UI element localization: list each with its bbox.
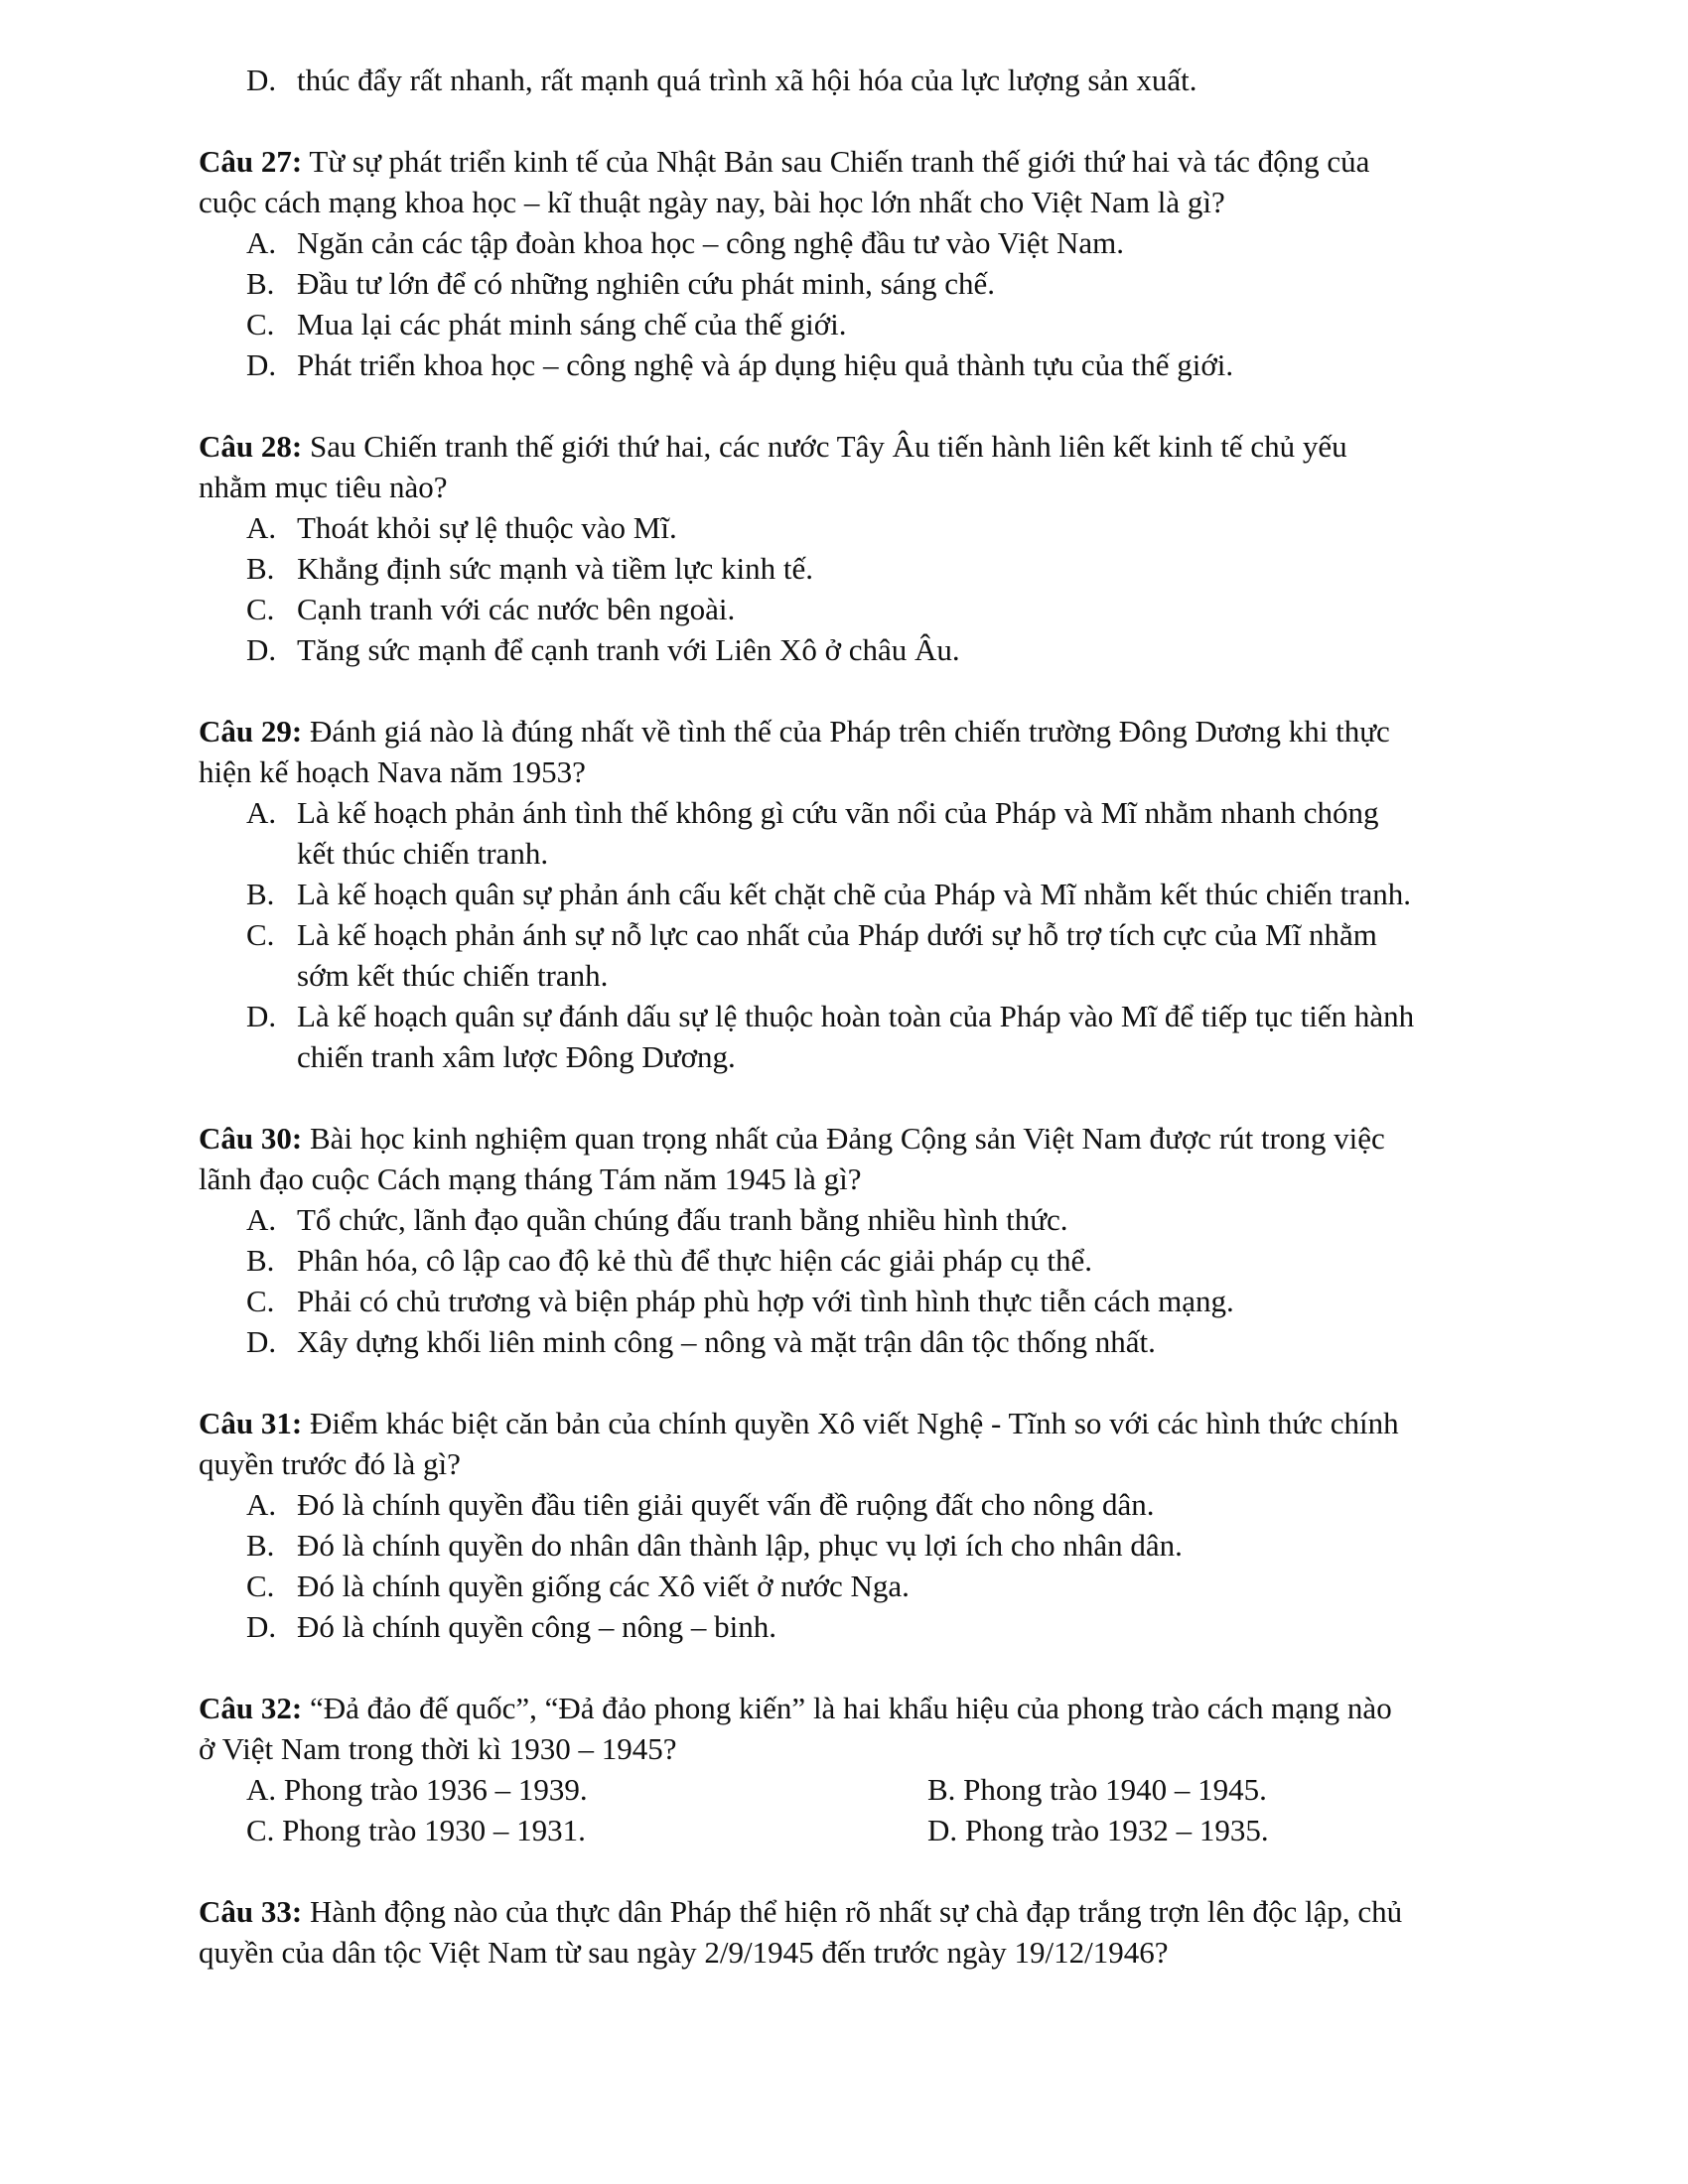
question-32 xyxy=(199,1688,1609,1850)
option-c: C. Đó là chính quyền giống các Xô viết ở nước Nga. xyxy=(246,1569,910,1603)
option-b: B. Đó là chính quyền do nhân dân thành lập, phục vụ lợi ích cho nhân dân. xyxy=(246,1528,1183,1563)
question-stem-line: quyền trước đó là gì? xyxy=(199,1446,461,1481)
option-a: A. Phong trào 1936 – 1939. xyxy=(246,1772,588,1807)
option-c: C. Là kế hoạch phản ánh sự nỗ lực cao nhất của Pháp dưới sự hỗ trợ tích cực của Mĩ nhằm xyxy=(246,917,1377,952)
exam-content xyxy=(199,60,1609,1973)
question-stem-line: Câu 27: Từ sự phát triển kinh tế của Nhật Bản sau Chiến tranh thế giới thứ hai và tác động của xyxy=(199,144,1370,179)
option-b: B. Là kế hoạch quân sự phản ánh cấu kết chặt chẽ của Pháp và Mĩ nhằm kết thúc chiến tranh. xyxy=(246,877,1412,911)
question-label: Câu 33: xyxy=(199,1894,303,1929)
question-stem-line: nhằm mục tiêu nào? xyxy=(199,470,448,504)
question-label: Câu 27: xyxy=(199,144,303,179)
option-d-q26 xyxy=(199,60,1609,100)
question-label: Câu 32: xyxy=(199,1691,303,1725)
question-stem-line: cuộc cách mạng khoa học – kĩ thuật ngày nay, bài học lớn nhất cho Việt Nam là gì? xyxy=(199,185,1225,219)
option-d: D. Phát triển khoa học – công nghệ và áp dụng hiệu quả thành tựu của thế giới. xyxy=(246,347,1234,382)
question-stem-line: Câu 28: Sau Chiến tranh thế giới thứ hai, các nước Tây Âu tiến hành liên kết kinh tế chủ yếu xyxy=(199,429,1347,464)
option-c-continuation: sớm kết thúc chiến tranh. xyxy=(297,958,609,993)
question-stem-line: lãnh đạo cuộc Cách mạng tháng Tám năm 1945 là gì? xyxy=(199,1161,862,1196)
option-a: A. Đó là chính quyền đầu tiên giải quyết vấn đề ruộng đất cho nông dân. xyxy=(246,1487,1155,1522)
option-d: D. Phong trào 1932 – 1935. xyxy=(927,1813,1269,1847)
question-31 xyxy=(199,1403,1609,1647)
option-a: A. Ngăn cản các tập đoàn khoa học – công nghệ đầu tư vào Việt Nam. xyxy=(246,225,1125,260)
option-b: B. Phân hóa, cô lập cao độ kẻ thù để thực hiện các giải pháp cụ thể. xyxy=(246,1243,1092,1278)
option-b: B. Phong trào 1940 – 1945. xyxy=(927,1772,1267,1807)
options-row xyxy=(199,1810,1609,1850)
question-stem-line: Câu 29: Đánh giá nào là đúng nhất về tình thế của Pháp trên chiến trường Đông Dương khi thực xyxy=(199,714,1390,749)
option-letter: D. xyxy=(246,63,277,97)
question-stem-line: quyền của dân tộc Việt Nam từ sau ngày 2/9/1945 đến trước ngày 19/12/1946? xyxy=(199,1935,1169,1970)
question-stem-line: Câu 30: Bài học kinh nghiệm quan trọng nhất của Đảng Cộng sản Việt Nam được rút trong việc xyxy=(199,1121,1385,1156)
question-28 xyxy=(199,426,1609,670)
option-d: D. Xây dựng khối liên minh công – nông và mặt trận dân tộc thống nhất. xyxy=(246,1324,1156,1359)
option-a: A. Là kế hoạch phản ánh tình thế không gì cứu vãn nổi của Pháp và Mĩ nhằm nhanh chóng xyxy=(246,795,1379,830)
option-d: D. Tăng sức mạnh để cạnh tranh với Liên Xô ở châu Âu. xyxy=(246,632,960,667)
option-a: A. Tổ chức, lãnh đạo quần chúng đấu tranh bằng nhiều hình thức. xyxy=(246,1202,1068,1237)
question-label: Câu 30: xyxy=(199,1121,303,1156)
option-c: C. Cạnh tranh với các nước bên ngoài. xyxy=(246,592,736,626)
question-33 xyxy=(199,1891,1609,1973)
option-text: thúc đẩy rất nhanh, rất mạnh quá trình xã hội hóa của lực lượng sản xuất. xyxy=(297,63,1197,97)
option-c: C. Mua lại các phát minh sáng chế của thế giới. xyxy=(246,307,847,341)
question-30 xyxy=(199,1118,1609,1362)
question-label: Câu 29: xyxy=(199,714,303,749)
options-row xyxy=(199,1769,1609,1810)
option-d: D. Là kế hoạch quân sự đánh dấu sự lệ thuộc hoàn toàn của Pháp vào Mĩ để tiếp tục tiến hành xyxy=(246,999,1415,1033)
question-29 xyxy=(199,711,1609,1077)
option-b: B. Đầu tư lớn để có những nghiên cứu phát minh, sáng chế. xyxy=(246,266,996,301)
option-c: C. Phong trào 1930 – 1931. xyxy=(246,1813,586,1847)
question-stem-line: Câu 33: Hành động nào của thực dân Pháp thể hiện rõ nhất sự chà đạp trắng trợn lên độc lập, chủ xyxy=(199,1894,1403,1929)
option-d-continuation: chiến tranh xâm lược Đông Dương. xyxy=(297,1039,736,1074)
option-a: A. Thoát khỏi sự lệ thuộc vào Mĩ. xyxy=(246,510,677,545)
question-27 xyxy=(199,141,1609,385)
question-stem-line: Câu 31: Điểm khác biệt căn bản của chính quyền Xô viết Nghệ - Tĩnh so với các hình thức chính xyxy=(199,1406,1399,1440)
option-c: C. Phải có chủ trương và biện pháp phù hợp với tình hình thực tiễn cách mạng. xyxy=(246,1284,1234,1318)
option-a-continuation: kết thúc chiến tranh. xyxy=(297,836,549,871)
question-label: Câu 31: xyxy=(199,1406,303,1440)
question-label: Câu 28: xyxy=(199,429,303,464)
option-b: B. Khẳng định sức mạnh và tiềm lực kinh tế. xyxy=(246,551,814,586)
question-stem-line: ở Việt Nam trong thời kì 1930 – 1945? xyxy=(199,1731,677,1766)
option-d: D. Đó là chính quyền công – nông – binh. xyxy=(246,1609,777,1644)
question-stem-line: Câu 32: “Đả đảo đế quốc”, “Đả đảo phong kiến” là hai khẩu hiệu của phong trào cách mạng nào xyxy=(199,1691,1392,1725)
question-stem-line: hiện kế hoạch Nava năm 1953? xyxy=(199,754,586,789)
